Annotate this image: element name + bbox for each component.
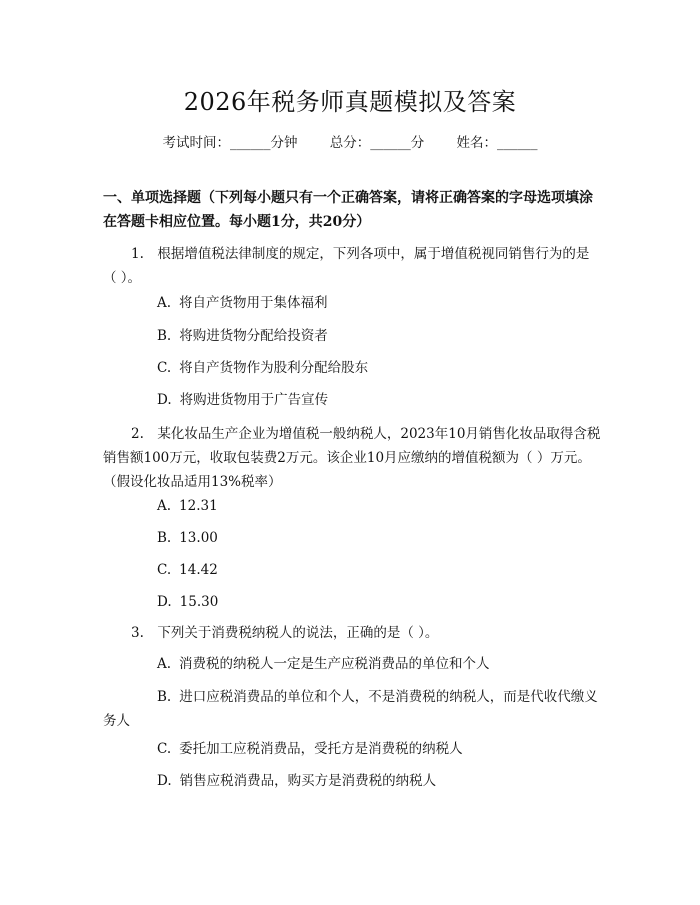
option-letter: D. (157, 773, 172, 789)
question-3-option-c (157, 737, 463, 761)
question-2-option-a (157, 494, 218, 518)
exam-time-field: 考试时间：______分钟 (162, 135, 298, 151)
section-heading: 一、单项选择题（下列每小题只有一个正确答案，请将正确答案的字母选项填涂在答题卡相应位置。每小题1分，共20分） (103, 190, 593, 230)
question-1-stem: 1. 根据增值税法律制度的规定，下列各项中，属于增值税视同销售行为的是（ ）。 (103, 246, 590, 286)
option-text: 15.30 (179, 594, 219, 610)
question-2-stem: 2. 某化妆品生产企业为增值税一般纳税人，2023年10月销售化妆品取得含税销售额100万元，收取包装费2万元。该企业10月应缴纳的增值税额为（ ）万元。（假设化妆品适用13%税率） (103, 426, 601, 490)
option-text: 将购进货物用于广告宣传 (179, 392, 329, 408)
option-text: 14.42 (179, 562, 218, 578)
option-letter: B. (157, 689, 172, 705)
option-text: 进口应税消费品的单位和个人，不是消费税的纳税人，而是代收代缴义务人 (103, 689, 598, 729)
question-3-option-b (103, 685, 601, 733)
option-text: 13.00 (179, 530, 218, 546)
option-text: 将购进货物分配给投资者 (179, 328, 328, 344)
question-2-option-c (157, 558, 218, 582)
question-2-option-b (157, 526, 218, 550)
option-letter: A. (157, 295, 172, 311)
question-2-option-d (157, 590, 218, 614)
option-letter: C. (157, 360, 172, 376)
option-letter: A. (157, 498, 172, 514)
option-letter: C. (157, 741, 172, 757)
option-letter: B. (157, 530, 172, 546)
question-1-option-b (157, 324, 328, 348)
option-text: 将自产货物作为股利分配给股东 (179, 360, 369, 376)
option-letter: B. (157, 328, 172, 344)
option-letter: A. (157, 656, 172, 672)
question-3-option-d (157, 769, 436, 793)
exam-meta (0, 131, 700, 151)
question-1-option-d (157, 388, 328, 412)
total-score-field: 总分：______分 (329, 135, 425, 151)
question-3-stem: 3. 下列关于消费税纳税人的说法，正确的是（ ）。 (131, 625, 439, 641)
question-1-option-a (157, 291, 328, 315)
option-text: 消费税的纳税人一定是生产应税消费品的单位和个人 (179, 656, 490, 672)
option-text: 将自产货物用于集体福利 (179, 295, 328, 311)
question-1-option-c (157, 356, 368, 380)
option-letter: D. (157, 392, 172, 408)
option-text: 12.31 (179, 498, 218, 514)
option-letter: C. (157, 562, 172, 578)
name-field: 姓名：______ (456, 135, 538, 151)
question-3-option-a (157, 652, 490, 676)
option-letter: D. (157, 594, 172, 610)
option-text: 销售应税消费品，购买方是消费税的纳税人 (179, 773, 437, 789)
option-text: 委托加工应税消费品，受托方是消费税的纳税人 (179, 741, 463, 757)
page-title: 2026年税务师真题模拟及答案 (183, 88, 517, 116)
